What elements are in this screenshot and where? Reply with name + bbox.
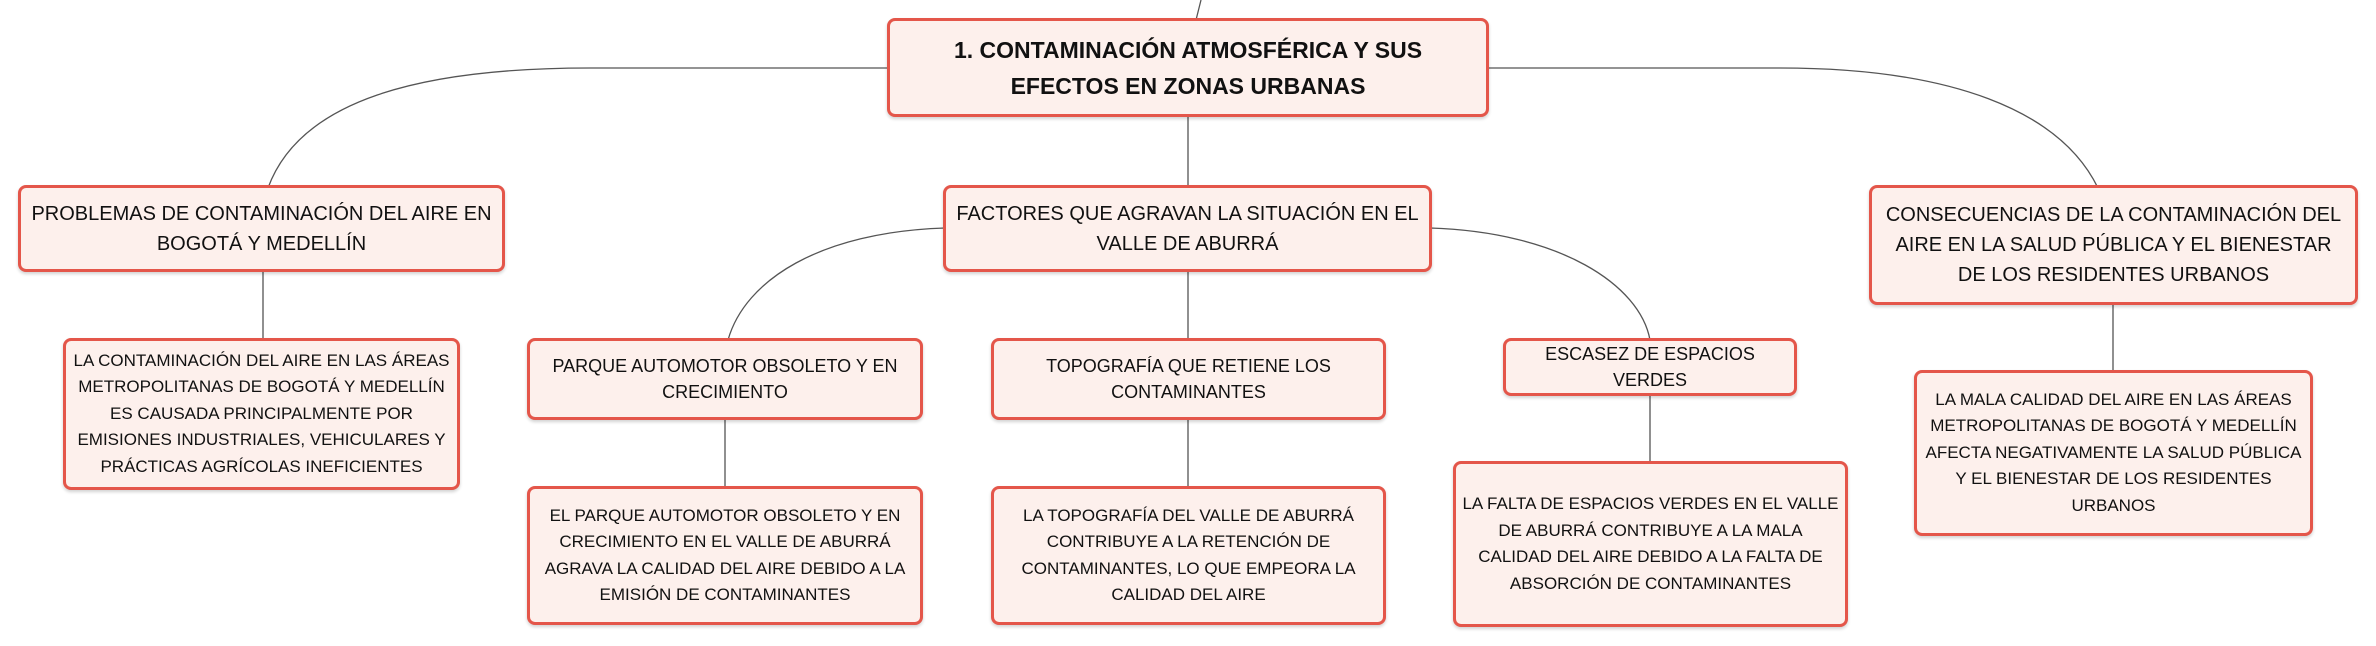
subtopic-escasez-espacios-verdes-label: ESCASEZ DE ESPACIOS VERDES	[1545, 344, 1755, 390]
detail-consecuencias-text: LA MALA CALIDAD DEL AIRE EN LAS ÁREAS METROPOLITANAS DE BOGOTÁ Y MEDELLÍN AFECTA NEGATIVAMENTE LA SALUD PÚBLICA Y EL BIENESTAR DE LOS RESIDENTES URBANOS	[1925, 389, 2302, 515]
subtopic-escasez-espacios-verdes[interactable]	[1503, 338, 1797, 396]
subtopic-parque-automotor-label: PARQUE AUTOMOTOR OBSOLETO Y EN CRECIMIENTO	[552, 356, 898, 402]
detail-topografia-text: LA TOPOGRAFÍA DEL VALLE DE ABURRÁ CONTRIBUYE A LA RETENCIÓN DE CONTAMINANTES, LO QUE EMPEORA LA CALIDAD DEL AIRE	[1021, 505, 1356, 604]
subtopic-topografia-label: TOPOGRAFÍA QUE RETIENE LOS CONTAMINANTES	[1046, 356, 1331, 402]
root-topic[interactable]	[887, 18, 1489, 117]
detail-escasez-espacios-verdes[interactable]	[1453, 461, 1848, 627]
detail-consecuencias[interactable]	[1914, 370, 2313, 536]
topic-consecuencias-label: CONSECUENCIAS DE LA CONTAMINACIÓN DEL AIRE EN LA SALUD PÚBLICA Y EL BIENESTAR DE LOS RESIDENTES URBANOS	[1885, 204, 2342, 286]
topic-problemas[interactable]	[18, 185, 505, 272]
detail-parque-automotor[interactable]	[527, 486, 923, 625]
connector-factores-to-escasez	[1430, 228, 1650, 340]
connector-root-to-problemas	[268, 68, 890, 188]
detail-topografia[interactable]	[991, 486, 1386, 625]
root-topic-label: 1. CONTAMINACIÓN ATMOSFÉRICA Y SUS EFECTOS EN ZONAS URBANAS	[953, 36, 1423, 99]
topic-problemas-label: PROBLEMAS DE CONTAMINACIÓN DEL AIRE EN BOGOTÁ Y MEDELLÍN	[31, 202, 492, 255]
topic-consecuencias[interactable]	[1869, 185, 2358, 305]
detail-escasez-espacios-verdes-text: LA FALTA DE ESPACIOS VERDES EN EL VALLE DE ABURRÁ CONTRIBUYE A LA MALA CALIDAD DEL AIRE DEBIDO A LA FALTA DE ABSORCIÓN DE CONTAMINANTES	[1462, 494, 1839, 593]
subtopic-parque-automotor[interactable]	[527, 338, 923, 420]
connector-factores-to-parque	[728, 228, 945, 340]
connector-root-to-consecuencias	[1488, 68, 2098, 188]
detail-problemas-text: LA CONTAMINACIÓN DEL AIRE EN LAS ÁREAS METROPOLITANAS DE BOGOTÁ Y MEDELLÍN ES CAUSADA PRINCIPALMENTE POR EMISIONES INDUSTRIALES, VEHICULARES Y PRÁCTICAS AGRÍCOLAS INEFICIENTES	[73, 350, 450, 476]
subtopic-topografia[interactable]	[991, 338, 1386, 420]
topic-factores-label: FACTORES QUE AGRAVAN LA SITUACIÓN EN EL VALLE DE ABURRÁ	[956, 202, 1419, 255]
detail-parque-automotor-text: EL PARQUE AUTOMOTOR OBSOLETO Y EN CRECIMIENTO EN EL VALLE DE ABURRÁ AGRAVA LA CALIDAD DEL AIRE DEBIDO A LA EMISIÓN DE CONTAMINANTES	[544, 505, 906, 604]
detail-problemas[interactable]	[63, 338, 460, 490]
topic-factores[interactable]	[943, 185, 1432, 272]
connector-root-top	[1196, 0, 1201, 20]
